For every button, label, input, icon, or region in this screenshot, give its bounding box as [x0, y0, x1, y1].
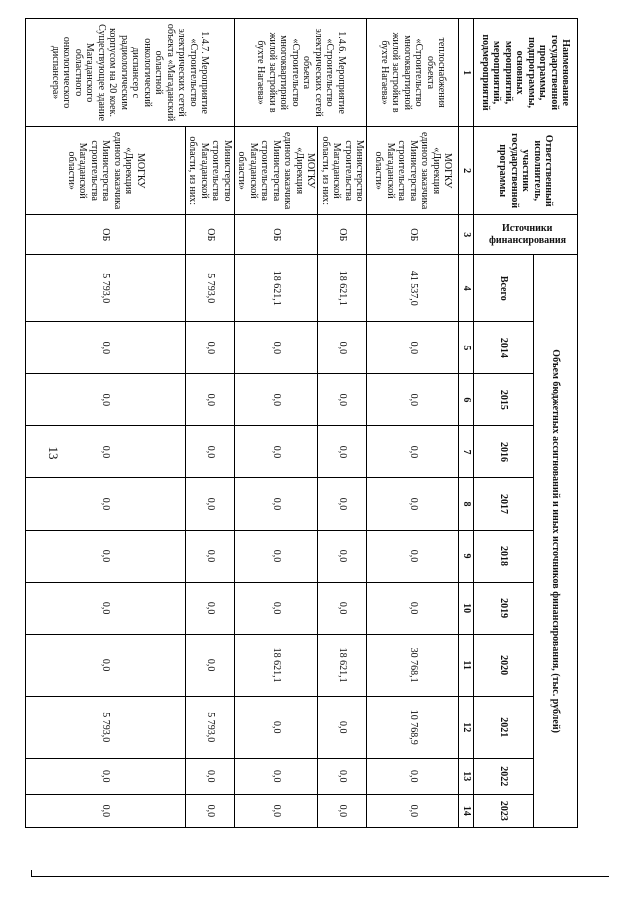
row-value: 0,0: [186, 530, 235, 582]
row-value: 0,0: [186, 634, 235, 696]
row-value: 0,0: [235, 322, 319, 374]
row-source: ОБ: [235, 215, 319, 255]
row-value: 0,0: [367, 530, 459, 582]
row-name: теплоснабжения объекта «Строительство многоквартирной жилой застройки в бухте Нагаева»: [367, 19, 459, 127]
row-source: ОБ: [318, 215, 367, 255]
row-executor: Министерство строительства Магаданской области, из них:: [318, 127, 367, 215]
header-source-cell: [474, 215, 578, 255]
column-number: 8: [459, 478, 474, 530]
row-total: 18 621,1: [235, 255, 319, 322]
column-number: 11: [459, 634, 474, 696]
row-executor: МОГКУ «Дирекция единого заказчика Министерства строительства Магаданской области»: [367, 127, 459, 215]
row-value: 5 793,0: [26, 696, 186, 758]
header-total: Всего: [474, 255, 534, 322]
row-value: 0,0: [367, 794, 459, 827]
column-number: 4: [459, 255, 474, 322]
row-value: 0,0: [367, 426, 459, 478]
row-value: 0,0: [26, 794, 186, 827]
column-number: 12: [459, 696, 474, 758]
row-value: 0,0: [186, 758, 235, 794]
header-year: 2017: [474, 478, 534, 530]
row-value: 5 793,0: [186, 696, 235, 758]
column-number: 1: [459, 19, 474, 127]
row-executor: МОГКУ «Дирекция единого заказчика Министерства строительства Магаданской области»: [235, 127, 319, 215]
row-value: 0,0: [186, 794, 235, 827]
table-row: [235, 19, 319, 828]
table-row: [26, 19, 186, 828]
table-row: [186, 19, 235, 828]
funding-table: [25, 18, 578, 828]
row-value: 0,0: [186, 426, 235, 478]
row-executor: МОГКУ «Дирекция единого заказчика Министерства строительства Магаданской области»: [26, 127, 186, 215]
page-bottom-rule: [31, 876, 609, 877]
column-number: 9: [459, 530, 474, 582]
row-value: 0,0: [186, 322, 235, 374]
row-total: 5 793,0: [186, 255, 235, 322]
row-value: 0,0: [235, 696, 319, 758]
header-year: 2019: [474, 582, 534, 634]
row-value: 0,0: [318, 426, 367, 478]
row-value: 0,0: [235, 530, 319, 582]
row-value: 30 768,1: [367, 634, 459, 696]
column-number: 10: [459, 582, 474, 634]
row-value: 0,0: [318, 758, 367, 794]
row-value: 0,0: [367, 322, 459, 374]
header-year: 2015: [474, 374, 534, 426]
row-value: 0,0: [26, 758, 186, 794]
row-source: ОБ: [367, 215, 459, 255]
row-value: 0,0: [26, 426, 186, 478]
row-value: 0,0: [367, 374, 459, 426]
row-value: 0,0: [318, 696, 367, 758]
column-number: 7: [459, 426, 474, 478]
header-executor: Ответственный исполнитель, участник государственной программы: [474, 127, 578, 215]
row-value: 0,0: [235, 794, 319, 827]
row-value: 0,0: [367, 758, 459, 794]
row-value: 0,0: [235, 478, 319, 530]
row-value: 0,0: [235, 582, 319, 634]
row-value: 0,0: [318, 478, 367, 530]
column-number: 2: [459, 127, 474, 215]
header-year: 2020: [474, 634, 534, 696]
row-value: 0,0: [26, 478, 186, 530]
row-total: 18 621,1: [318, 255, 367, 322]
row-value: 18 621,1: [318, 634, 367, 696]
rotated-table-area: [50, 18, 640, 821]
column-number: 5: [459, 322, 474, 374]
header-funding: Объем бюджетных ассигнований и иных источников финансирования, (тыс. рублей): [534, 255, 578, 828]
header-year: 2023: [474, 794, 534, 827]
row-executor: Министерство строительства Магаданской области, из них:: [186, 127, 235, 215]
row-value: 0,0: [235, 758, 319, 794]
row-value: 0,0: [186, 478, 235, 530]
row-total: 41 537,0: [367, 255, 459, 322]
row-value: 0,0: [235, 374, 319, 426]
row-value: 0,0: [318, 582, 367, 634]
row-name: 1.4.6. Мероприятие «Строительство электрических сетей объекта «Строительство многоквартирной жилой застройки в бухте Нагаева»: [235, 19, 368, 127]
header-year: 2018: [474, 530, 534, 582]
row-total: 5 793,0: [26, 255, 186, 322]
row-value: 0,0: [26, 582, 186, 634]
rotated-table-frame: [50, 18, 578, 828]
page-number: 13: [46, 446, 61, 460]
row-value: 0,0: [186, 374, 235, 426]
row-value: 0,0: [318, 322, 367, 374]
row-value: 10 768,9: [367, 696, 459, 758]
row-value: 0,0: [186, 582, 235, 634]
row-value: 0,0: [318, 530, 367, 582]
row-source: ОБ: [186, 215, 235, 255]
header-name: Наименование государственной программы, подпрограммы, основных мероприятий, мероприятий, подмероприятий: [474, 19, 578, 127]
row-value: 0,0: [26, 634, 186, 696]
header-year: 2016: [474, 426, 534, 478]
row-value: 0,0: [26, 322, 186, 374]
column-number: 14: [459, 794, 474, 827]
row-source: ОБ: [26, 215, 186, 255]
row-value: 18 621,1: [235, 634, 319, 696]
header-year: 2014: [474, 322, 534, 374]
header-year: 2022: [474, 758, 534, 794]
table-row: [367, 19, 459, 828]
column-number-row: [459, 19, 474, 828]
row-value: 0,0: [318, 794, 367, 827]
row-name: 1.4.7. Мероприятие «Строительство электрических сетей объекта «Магаданский областной онкологический диспансер с радиологическим корпусом на 20 коек. Существующее здание Магаданского областного онкологического диспансера»: [26, 19, 235, 127]
table-row: [318, 19, 367, 828]
header-row-1: [534, 19, 578, 828]
header-source: Источники финансирования: [488, 222, 566, 246]
column-number: 6: [459, 374, 474, 426]
row-value: 0,0: [26, 530, 186, 582]
column-number: 3: [459, 215, 474, 255]
row-value: 0,0: [367, 478, 459, 530]
column-number: 13: [459, 758, 474, 794]
row-value: 0,0: [318, 374, 367, 426]
row-value: 0,0: [367, 582, 459, 634]
row-value: 0,0: [26, 374, 186, 426]
header-year: 2021: [474, 696, 534, 758]
row-value: 0,0: [235, 426, 319, 478]
